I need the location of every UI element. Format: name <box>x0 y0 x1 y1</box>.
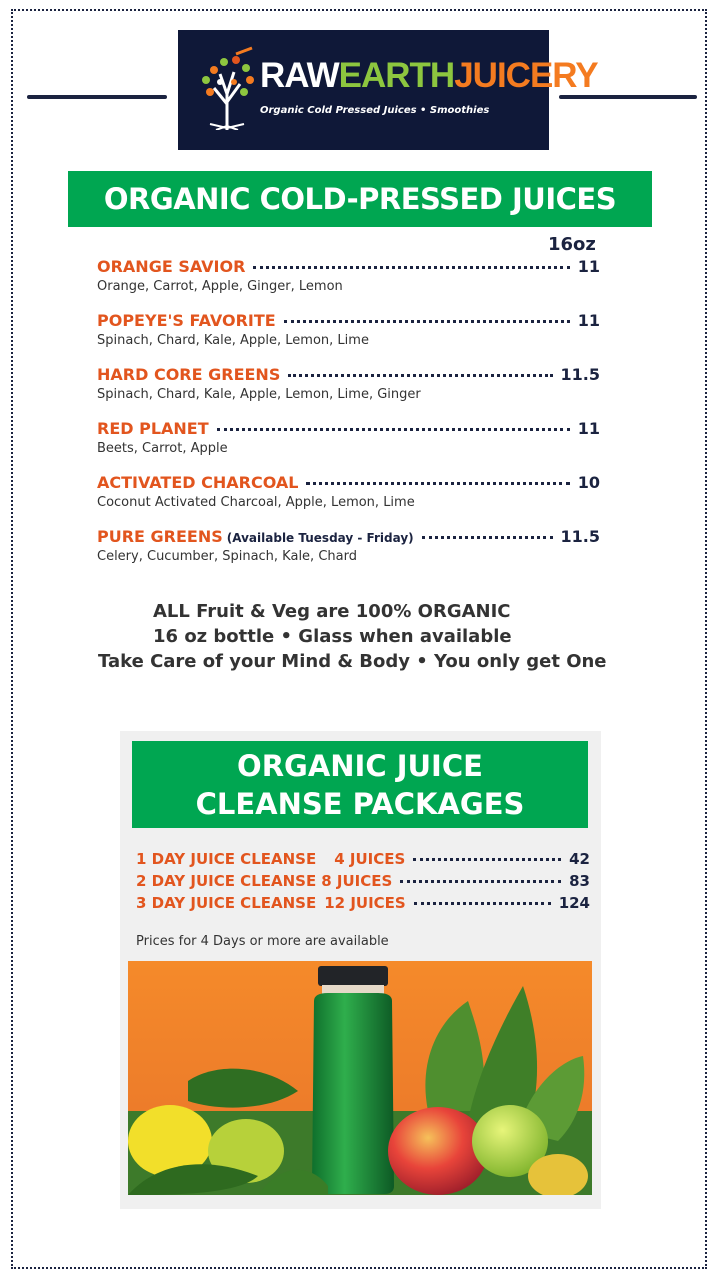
package-price: 124 <box>558 894 590 912</box>
item-price: 10 <box>577 473 600 492</box>
item-name: RED PLANET <box>97 419 209 438</box>
menu-item <box>97 527 600 571</box>
brand-logo <box>178 30 598 150</box>
dot-leader <box>422 536 553 539</box>
item-ingredients: Coconut Activated Charcoal, Apple, Lemon, Lime <box>97 495 415 510</box>
package-qty: 8 JUICES <box>321 872 393 890</box>
item-ingredients: Celery, Cucumber, Spinach, Kale, Chard <box>97 549 357 564</box>
item-price: 11 <box>577 257 600 276</box>
dot-leader <box>306 482 569 485</box>
item-price: 11 <box>577 419 600 438</box>
item-name: PURE GREENS <box>97 527 223 546</box>
cleanse-section-title: ORGANIC JUICE CLEANSE PACKAGES <box>132 741 588 828</box>
item-name: POPEYE'S FAVORITE <box>97 311 276 330</box>
dot-leader <box>253 266 569 269</box>
item-price: 11.5 <box>560 527 600 546</box>
package-name: 3 DAY JUICE CLEANSE <box>136 894 317 912</box>
cleanse-package-row <box>136 872 590 890</box>
juice-bottle-photo <box>128 961 592 1195</box>
menu-item <box>97 473 600 517</box>
package-name: 1 DAY JUICE CLEANSE <box>136 850 317 868</box>
item-name: ACTIVATED CHARCOAL <box>97 473 299 492</box>
header-rule-right <box>559 95 697 99</box>
menu-item <box>97 257 600 301</box>
dot-leader <box>413 858 561 861</box>
header-rule-left <box>27 95 167 99</box>
brand-wordmark: RAWEARTHJUICERY <box>260 56 598 95</box>
item-price: 11 <box>577 311 600 330</box>
item-ingredients: Spinach, Chard, Kale, Apple, Lemon, Lime, Ginger <box>97 387 421 402</box>
item-availability-note: (Available Tuesday - Friday) <box>226 531 414 545</box>
tagline-organic: ALL Fruit & Veg are 100% ORGANIC <box>153 601 511 622</box>
cleanse-package-row <box>136 850 590 868</box>
menu-item <box>97 419 600 463</box>
dot-leader <box>288 374 552 377</box>
size-column-header: 16oz <box>548 234 596 255</box>
dot-leader <box>284 320 570 323</box>
item-ingredients: Orange, Carrot, Apple, Ginger, Lemon <box>97 279 343 294</box>
package-qty: 4 JUICES <box>334 850 406 868</box>
package-name: 2 DAY JUICE CLEANSE <box>136 872 317 890</box>
item-ingredients: Beets, Carrot, Apple <box>97 441 228 456</box>
dot-leader <box>400 880 561 883</box>
package-qty: 12 JUICES <box>324 894 406 912</box>
dot-leader <box>217 428 570 431</box>
tree-logo-icon <box>196 44 258 130</box>
item-name: ORANGE SAVIOR <box>97 257 246 276</box>
package-price: 42 <box>569 850 590 868</box>
cleanse-note: Prices for 4 Days or more are available <box>136 934 389 949</box>
tagline-mind-body: Take Care of your Mind & Body • You only get One <box>98 651 607 672</box>
tagline-bottle: 16 oz bottle • Glass when available <box>153 626 512 647</box>
item-price: 11.5 <box>560 365 600 384</box>
menu-item <box>97 365 600 409</box>
brand-tagline: Organic Cold Pressed Juices • Smoothies <box>260 105 490 116</box>
menu-item <box>97 311 600 355</box>
package-price: 83 <box>569 872 590 890</box>
dot-leader <box>414 902 551 905</box>
juices-section-title: ORGANIC COLD-PRESSED JUICES <box>68 171 652 227</box>
item-ingredients: Spinach, Chard, Kale, Apple, Lemon, Lime <box>97 333 369 348</box>
cleanse-package-row <box>136 894 590 912</box>
item-name: HARD CORE GREENS <box>97 365 281 384</box>
